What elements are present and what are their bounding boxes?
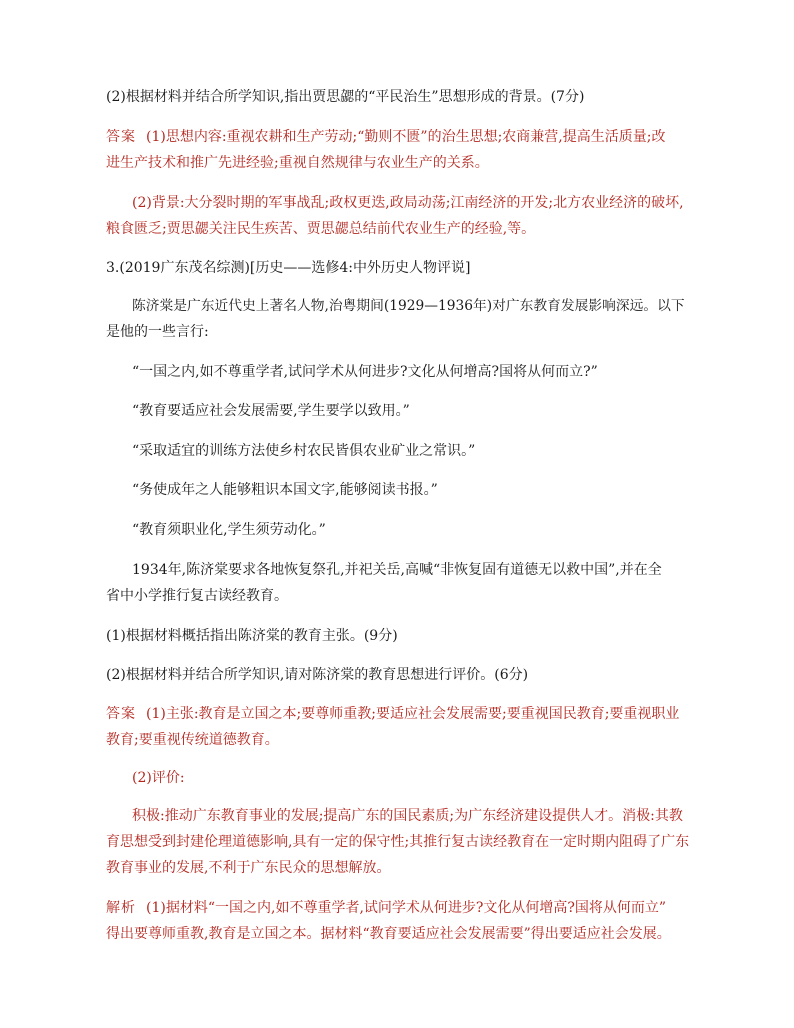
question-3-para-line1: 1934年,陈济棠要求各地恢复祭孔,并祀关岳,高喊“非恢复固有道德无以救中国”,并在全 xyxy=(132,562,662,578)
question-2-prev: (2)根据材料并结合所学知识,指出贾思勰的“平民治生”思想形成的背景。(7分) xyxy=(106,89,585,105)
question-3-header: 3.(2019广东茂名综测)[历史——选修4:中外历史人物评说] xyxy=(106,260,471,276)
question-3-sub1: (1)根据材料概括指出陈济棠的教育主张。(9分) xyxy=(106,628,398,644)
analysis-label: 解析 xyxy=(106,900,136,916)
answer-prev-p2-line2: 粮食匮乏;贾思勰关注民生疾苦、贾思勰总结前代农业生产的经验,等。 xyxy=(106,221,536,237)
answer-3-label: 答案 xyxy=(106,706,136,722)
quote-5: “教育须职业化,学生须劳动化。” xyxy=(132,522,326,538)
analysis-line-2: 得出要尊师重教,教育是立国之本。据材料“教育要适应社会发展需要”得出要适应社会发展。 xyxy=(106,926,671,942)
quote-4: “务使成年之人能够粗识本国文字,能够阅读书报。” xyxy=(132,482,438,498)
analysis-line1-text: (1)据材料“一国之内,如不尊重学者,试问学术从何进步?文化从何增高?国将从何而立” xyxy=(146,900,667,916)
answer-prev-p1-line2: 进生产技术和推广先进经验;重视自然规律与农业生产的关系。 xyxy=(106,155,489,171)
quote-3: “采取适宜的训练方法使乡村农民皆俱农业矿业之常识。” xyxy=(132,443,476,459)
answer-3-p2: (2)评价: xyxy=(132,770,185,786)
answer-3-p3-line1: 积极:推动广东教育事业的发展;提高广东的国民素质;为广东经济建设提供人才。消极:其教 xyxy=(132,808,683,824)
answer-3-p1-line2: 教育;要重视传统道德教育。 xyxy=(106,732,279,748)
answer-label: 答案 xyxy=(106,129,136,145)
answer-3-p3-line2: 育思想受到封建伦理道德影响,具有一定的保守性;其推行复古读经教育在一定时期内阻碍了广东 xyxy=(106,834,690,850)
answer-prev-p2-line1: (2)背景:大分裂时期的军事战乱;政权更迭,政局动荡;江南经济的开发;北方农业经济的破坏, xyxy=(132,195,684,211)
question-3-sub2: (2)根据材料并结合所学知识,请对陈济棠的教育思想进行评价。(6分) xyxy=(106,667,529,683)
question-3-para-line2: 省中小学推行复古读经教育。 xyxy=(106,588,288,604)
analysis-line-1 xyxy=(106,898,666,918)
question-3-intro-line1: 陈济棠是广东近代史上著名人物,治粤期间(1929—1936年)对广东教育发展影响深远。以下 xyxy=(132,298,685,314)
quote-1: “一国之内,如不尊重学者,试问学术从何进步?文化从何增高?国将从何而立?” xyxy=(132,364,598,380)
answer-3-p3-line3: 教育事业的发展,不利于广东民众的思想解放。 xyxy=(106,860,391,876)
answer-3-p1-line1: (1)主张:教育是立国之本;要尊师重教;要适应社会发展需要;要重视国民教育;要重视职业 xyxy=(146,706,680,722)
answer-prev-line-1 xyxy=(106,127,665,147)
answer-3-line-1 xyxy=(106,704,679,724)
quote-2: “教育要适应社会发展需要,学生要学以致用。” xyxy=(132,403,410,419)
answer-prev-p1-line1: (1)思想内容:重视农耕和生产劳动;“勤则不匮”的治生思想;农商兼营,提高生活质量;改 xyxy=(146,129,666,145)
question-3-intro-line2: 是他的一些言行: xyxy=(106,324,209,340)
